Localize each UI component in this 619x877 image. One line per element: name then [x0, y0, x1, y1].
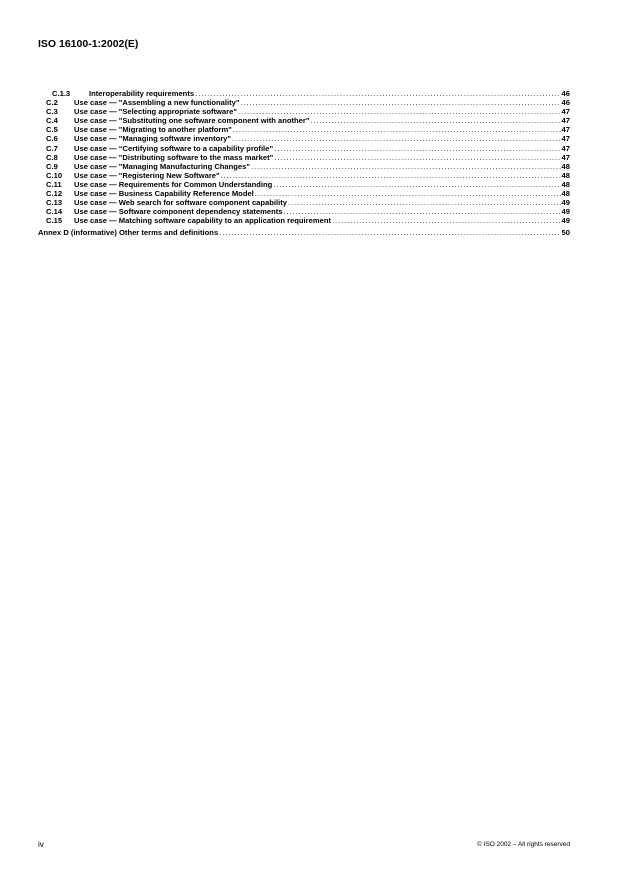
toc-dot-leader: [255, 189, 561, 198]
table-of-contents: [38, 89, 570, 238]
toc-entry[interactable]: [38, 107, 570, 116]
toc-entry-title: Use case — Business Capability Reference Model: [74, 189, 254, 199]
toc-entry-title: Use case — Matching software capability to an application requirement: [74, 216, 331, 226]
toc-entry-page: 48: [561, 179, 570, 189]
toc-entry-title: Use case — "Managing software inventory": [74, 134, 232, 144]
toc-entry-page: 46: [561, 98, 570, 108]
toc-entry-number: C.9: [46, 161, 58, 171]
document-header: ISO 16100-1:2002(E): [38, 38, 139, 50]
toc-dot-leader: [195, 89, 560, 98]
toc-entry[interactable]: [38, 162, 570, 171]
toc-dot-leader: [288, 198, 561, 207]
toc-entry-page: 47: [561, 125, 570, 135]
toc-entry-page: 49: [561, 198, 570, 208]
toc-dot-leader: [240, 98, 560, 107]
toc-entry-title: Use case — "Distributing software to the mass market": [74, 152, 274, 162]
toc-dot-leader: [232, 134, 561, 143]
toc-entry-page: 48: [561, 189, 570, 199]
toc-entry-title: Use case — “Certifying software to a capability profile”: [74, 143, 274, 153]
toc-entry-page: 47: [561, 107, 570, 117]
toc-entry-number: C.13: [46, 198, 63, 208]
toc-entry-page: 50: [561, 228, 570, 238]
toc-entry-page: 49: [561, 207, 570, 217]
toc-entry-title: Use case — "Substituting one software component with another": [74, 116, 310, 126]
toc-dot-leader: [310, 116, 560, 125]
toc-entry-number: C.8: [46, 152, 58, 162]
page-number: iv: [38, 840, 44, 849]
toc-dot-leader: [233, 125, 561, 134]
toc-entry-title: Use case — Requirements for Common Understanding: [74, 179, 273, 189]
toc-entry-title: Use case — "Migrating to another platform": [74, 125, 232, 135]
toc-dot-leader: [221, 171, 561, 180]
toc-entry[interactable]: [38, 228, 570, 237]
toc-dot-leader: [274, 153, 560, 162]
toc-entry-page: 47: [561, 116, 570, 126]
toc-entry-title: Use case — Web search for software component capability: [74, 198, 287, 208]
toc-entry-title: Use case — "Assembling a new functionality": [74, 98, 240, 108]
toc-entry-number: C.14: [46, 207, 63, 217]
toc-entry-number: C.1.3: [52, 89, 71, 98]
toc-entry-number: C.3: [46, 107, 58, 117]
toc-dot-leader: [273, 180, 560, 189]
toc-entry-page: 48: [561, 170, 570, 180]
toc-entry-number: C.15: [46, 216, 63, 226]
toc-dot-leader: [332, 216, 561, 225]
toc-entry-title: Interoperability requirements: [89, 89, 195, 98]
toc-entry[interactable]: [38, 180, 570, 189]
toc-entry[interactable]: [38, 89, 570, 98]
toc-entry[interactable]: [38, 134, 570, 143]
toc-entry-title: Use case — "Selecting appropriate software": [74, 107, 237, 117]
toc-entry-number: C.2: [46, 98, 58, 108]
toc-dot-leader: [283, 207, 560, 216]
toc-entry-number: C.10: [46, 170, 63, 180]
toc-entry-number: C.4: [46, 116, 58, 126]
toc-entry-number: C.5: [46, 125, 58, 135]
copyright-notice: © ISO 2002 – All rights reserved: [477, 841, 570, 848]
toc-entry-title: Use case — Software component dependency statements: [74, 207, 283, 217]
toc-entry-number: C.7: [46, 143, 58, 153]
toc-entry-number: C.12: [46, 189, 63, 199]
toc-dot-leader: [251, 162, 561, 171]
toc-entry[interactable]: [38, 207, 570, 216]
toc-entry[interactable]: [38, 198, 570, 207]
toc-entry[interactable]: [38, 125, 570, 134]
toc-entry[interactable]: [38, 171, 570, 180]
toc-entry[interactable]: [38, 216, 570, 225]
toc-entry-number: C.6: [46, 134, 58, 144]
toc-dot-leader: [238, 107, 561, 116]
toc-entry-page: 46: [561, 89, 570, 98]
toc-entry-page: 49: [561, 216, 570, 226]
toc-entry-page: 47: [561, 134, 570, 144]
toc-entry[interactable]: [38, 153, 570, 162]
toc-entry-number: C.11: [46, 179, 62, 189]
toc-entry[interactable]: [38, 98, 570, 107]
toc-entry-title: Use case — "Registering New Software": [74, 170, 220, 180]
toc-entry[interactable]: [38, 144, 570, 153]
toc-entry-title: Use case — "Managing Manufacturing Changes": [74, 161, 250, 171]
toc-entry-page: 47: [561, 143, 570, 153]
toc-entry-title: Annex D (informative) Other terms and definitions: [38, 228, 219, 238]
toc-entry-page: 47: [561, 152, 570, 162]
toc-entry-page: 48: [561, 161, 570, 171]
toc-dot-leader: [274, 144, 560, 153]
toc-entry[interactable]: [38, 116, 570, 125]
toc-entry[interactable]: [38, 189, 570, 198]
toc-dot-leader: [219, 228, 560, 237]
